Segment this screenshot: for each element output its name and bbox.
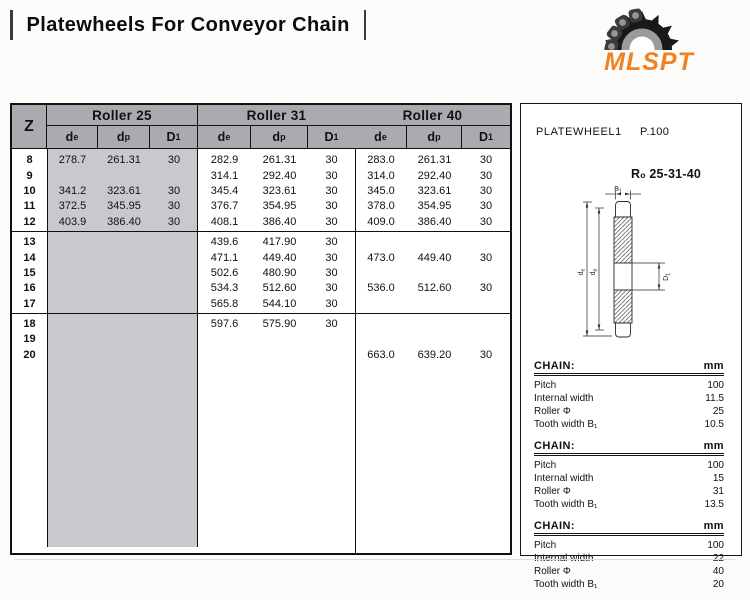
chain-row-label: Roller Φ (534, 566, 571, 577)
group-cells-r31 (198, 282, 355, 294)
col-header-de: d e (198, 126, 251, 148)
value-cell: 30 (479, 282, 493, 295)
col-header-dp: d p (251, 126, 308, 148)
group-label: Roller 31 (198, 105, 355, 126)
value-cell: 30 (325, 282, 338, 295)
table-header (12, 105, 510, 149)
value-cell: 408.1 (210, 215, 239, 228)
value-cell: 30 (325, 236, 338, 249)
value-cell: 544.10 (262, 297, 297, 310)
chain-row (534, 459, 724, 472)
group-cells-r31 (198, 216, 355, 228)
value-cell: 473.0 (367, 251, 395, 264)
value-cell: 534.3 (210, 282, 239, 295)
table-row (12, 250, 510, 265)
chain-row-value: 40 (712, 566, 724, 577)
z-value-cell: 15 (23, 266, 36, 279)
value-cell: 345.0 (367, 184, 395, 197)
table-row (12, 296, 510, 311)
chain-row (534, 379, 724, 392)
group-cells-r25 (47, 216, 198, 228)
value-cell: 292.40 (417, 169, 452, 182)
value-cell: 30 (325, 200, 338, 213)
spec-panel (520, 103, 742, 590)
table-row (12, 168, 510, 183)
value-cell: 345.4 (210, 184, 239, 197)
value-cell: 323.61 (107, 184, 141, 197)
z-value-cell: 8 (26, 154, 33, 167)
chain-row-value: 10.5 (704, 419, 724, 430)
z-value-cell: 13 (23, 236, 36, 249)
table-row (12, 265, 510, 280)
z-value-cell: 12 (23, 215, 36, 228)
platewheel-section-drawing (571, 186, 681, 356)
chain-row-value: 15 (712, 473, 724, 484)
z-value-cell: 19 (23, 333, 36, 346)
chain-rows (534, 379, 724, 431)
value-cell: 283.0 (367, 154, 395, 167)
group-cells-r40 (355, 200, 510, 212)
chain-row-value: 11.5 (705, 393, 724, 404)
col-header-de: d e (47, 126, 98, 148)
group-cells-r31 (198, 267, 355, 279)
platewheel-table-body (12, 151, 510, 554)
value-cell: 30 (479, 169, 493, 182)
value-cell: 30 (325, 251, 338, 264)
value-cell: 565.8 (210, 297, 239, 310)
value-cell: 386.40 (417, 215, 452, 228)
title-right-rule (364, 10, 367, 40)
col-header-de: d e (355, 126, 407, 148)
group-cells-r40 (355, 154, 510, 166)
group-cells-r40 (355, 349, 510, 361)
z-value-cell: 10 (23, 184, 36, 197)
chain-row-value: 13.5 (704, 499, 724, 510)
chain-row-label: Pitch (534, 380, 557, 391)
value-cell: 512.60 (262, 282, 297, 295)
subheader-row (355, 126, 510, 148)
chain-table (534, 360, 724, 431)
chain-unit-label: mm (703, 440, 724, 452)
group-header-roller40 (355, 105, 510, 148)
value-cell: 292.40 (262, 169, 297, 182)
lower-hub-section (614, 290, 632, 323)
chain-rows (534, 539, 724, 591)
group-cells-r31 (198, 236, 355, 248)
chain-row-label: Roller Φ (534, 486, 571, 497)
group-cells-r40 (355, 216, 510, 228)
table-row (12, 214, 510, 229)
chain-row-value: 20 (712, 579, 724, 590)
model-code: Ro 25-31-40 (631, 167, 701, 181)
value-cell: 30 (167, 215, 181, 228)
chain-row (534, 539, 724, 552)
group-cells-r31 (198, 154, 355, 166)
value-cell: 354.95 (417, 200, 452, 213)
value-cell: 261.31 (107, 154, 141, 167)
value-cell: 480.90 (262, 266, 297, 279)
chain-table-header (534, 440, 724, 454)
value-cell: 639.20 (417, 348, 452, 361)
value-cell: 575.90 (262, 318, 297, 331)
value-cell: 403.9 (58, 215, 87, 228)
doc-reference-row (536, 126, 729, 138)
value-cell: 30 (479, 251, 493, 264)
value-cell: 502.6 (210, 266, 239, 279)
value-cell: 409.0 (367, 215, 395, 228)
table-row (12, 183, 510, 198)
dim-label-d1: $D_1$ (663, 273, 672, 281)
value-cell: 261.31 (417, 154, 452, 167)
col-header-d1: D 1 (166, 130, 181, 144)
group-cells-r31 (198, 298, 355, 310)
value-cell: 282.9 (210, 154, 239, 167)
page-title: Platewheels For Conveyor Chain (26, 13, 350, 36)
chain-row-label: Internal width (534, 393, 594, 404)
value-cell: 278.7 (58, 154, 87, 167)
bore-section (614, 263, 632, 290)
value-cell: 449.40 (262, 251, 297, 264)
group-cells-r40 (355, 252, 510, 264)
value-cell: 439.6 (210, 236, 239, 249)
table-row (12, 234, 510, 249)
value-cell: 30 (167, 200, 181, 213)
value-cell: 30 (325, 169, 338, 182)
chain-unit-label: mm (703, 520, 724, 532)
group-cells-r31 (198, 170, 355, 182)
value-cell: 354.95 (262, 200, 297, 213)
bottom-tooth (616, 323, 631, 337)
group-cells-r25 (47, 200, 198, 212)
title-block (10, 10, 366, 40)
z-value-cell: 20 (23, 348, 36, 361)
platewheel-table (10, 103, 512, 555)
value-cell: 512.60 (417, 282, 452, 295)
table-row (12, 281, 510, 296)
upper-hub-section (614, 217, 632, 263)
group-header-roller31 (198, 105, 355, 148)
group-label: Roller 40 (355, 105, 510, 126)
col-header-dp: d p (407, 126, 462, 148)
group-cells-r25 (47, 154, 198, 166)
group-cells-r31 (198, 185, 355, 197)
chain-header-label: CHAIN: (534, 520, 575, 532)
value-cell: 30 (325, 215, 338, 228)
chain-row (534, 392, 724, 405)
value-cell: 30 (479, 215, 493, 228)
chain-header-label: CHAIN: (534, 440, 575, 452)
chain-row (534, 472, 724, 485)
group-cells-r40 (355, 185, 510, 197)
group-cells-r40 (355, 170, 510, 182)
value-cell: 30 (479, 348, 493, 361)
value-cell: 30 (479, 184, 493, 197)
z-value-cell: 16 (23, 282, 36, 295)
chain-header-rule (534, 454, 724, 456)
chain-row-label: Tooth width B₁ (534, 579, 598, 590)
chain-row-value: 100 (707, 460, 724, 471)
chain-table-header (534, 360, 724, 374)
value-cell: 372.5 (58, 200, 87, 213)
dim-label-de: $d_e$ (578, 268, 587, 276)
chain-row (534, 418, 724, 431)
chain-rows (534, 459, 724, 511)
row-block (12, 231, 510, 313)
value-cell: 597.6 (210, 318, 239, 331)
z-column-header: Z (12, 105, 47, 148)
value-cell: 345.95 (107, 200, 141, 213)
value-cell: 30 (167, 184, 181, 197)
value-cell: 30 (167, 154, 181, 167)
chain-row-value: 31 (712, 486, 724, 497)
chain-row-value: 100 (707, 540, 724, 551)
value-cell: 30 (325, 154, 338, 167)
chain-table (534, 520, 724, 591)
group-cells-r40 (355, 282, 510, 294)
value-cell: 30 (325, 266, 338, 279)
value-cell: 341.2 (58, 184, 87, 197)
group-cells-r31 (198, 252, 355, 264)
value-cell: 378.0 (367, 200, 395, 213)
subheader-row (198, 126, 355, 148)
subheader-row (47, 126, 197, 148)
value-cell: 323.61 (417, 184, 452, 197)
top-tooth (616, 202, 631, 218)
value-cell: 386.40 (262, 215, 297, 228)
value-cell: 471.1 (210, 251, 239, 264)
company-logo (585, 4, 725, 79)
value-cell: 376.7 (210, 200, 239, 213)
value-cell: 536.0 (367, 282, 395, 295)
value-cell: 30 (325, 318, 338, 331)
col-header-d1: D 1 (478, 130, 494, 144)
group-cells-r25 (47, 185, 198, 197)
chain-row (534, 578, 724, 591)
doc-ref: PLATEWHEEL1 (536, 126, 622, 138)
chain-row (534, 565, 724, 578)
table-row (12, 316, 510, 331)
chain-row-label: Pitch (534, 460, 557, 471)
page-ref: P.100 (640, 126, 670, 138)
chain-header-rule (534, 374, 724, 376)
group-label: Roller 25 (47, 105, 197, 126)
value-cell: 323.61 (262, 184, 297, 197)
z-value-cell: 18 (23, 318, 36, 331)
value-cell: 386.40 (107, 215, 141, 228)
z-value-cell: 14 (23, 251, 36, 264)
value-cell: 314.0 (367, 169, 395, 182)
row-block (12, 151, 510, 232)
value-cell: 417.90 (262, 236, 297, 249)
value-cell: 30 (325, 184, 338, 197)
dim-label-b1: $B_1$ (614, 186, 622, 195)
chain-row (534, 405, 724, 418)
row-block (12, 313, 510, 364)
dim-label-dp: $d_p$ (590, 268, 599, 276)
group-header-roller25 (47, 105, 198, 148)
z-value-cell: 17 (23, 297, 36, 310)
table-row (12, 332, 510, 347)
chain-table-header (534, 520, 724, 534)
z-value-cell: 11 (23, 200, 36, 213)
value-cell: 30 (479, 200, 493, 213)
value-cell: 261.31 (262, 154, 297, 167)
chain-row-value: 25 (712, 406, 724, 417)
chain-header-rule (534, 534, 724, 536)
chain-row-label: Tooth width B₁ (534, 419, 598, 430)
table-row (12, 153, 510, 168)
chain-row-label: Internal width (534, 473, 594, 484)
chain-row-label: Tooth width B₁ (534, 499, 598, 510)
table-row (12, 199, 510, 214)
value-cell: 30 (325, 297, 338, 310)
title-left-rule (10, 10, 13, 40)
chain-row (534, 498, 724, 511)
chain-table (534, 440, 724, 511)
col-header-d1: D 1 (324, 130, 339, 144)
value-cell: 449.40 (417, 251, 452, 264)
col-header-dp: d p (98, 126, 150, 148)
group-cells-r31 (198, 318, 355, 330)
group-cells-r31 (198, 200, 355, 212)
value-cell: 314.1 (210, 169, 239, 182)
chain-row-value: 100 (707, 380, 724, 391)
chain-row (534, 485, 724, 498)
chain-spec-tables (534, 360, 724, 600)
value-cell: 30 (479, 154, 493, 167)
logo-text: MLSPT (604, 48, 694, 76)
chain-unit-label: mm (703, 360, 724, 372)
z-value-cell: 9 (26, 169, 33, 182)
chain-header-label: CHAIN: (534, 360, 575, 372)
table-row (12, 347, 510, 362)
chain-row-label: Pitch (534, 540, 557, 551)
value-cell: 663.0 (367, 348, 395, 361)
page-edge-shadow (15, 559, 735, 560)
chain-row-label: Roller Φ (534, 406, 571, 417)
